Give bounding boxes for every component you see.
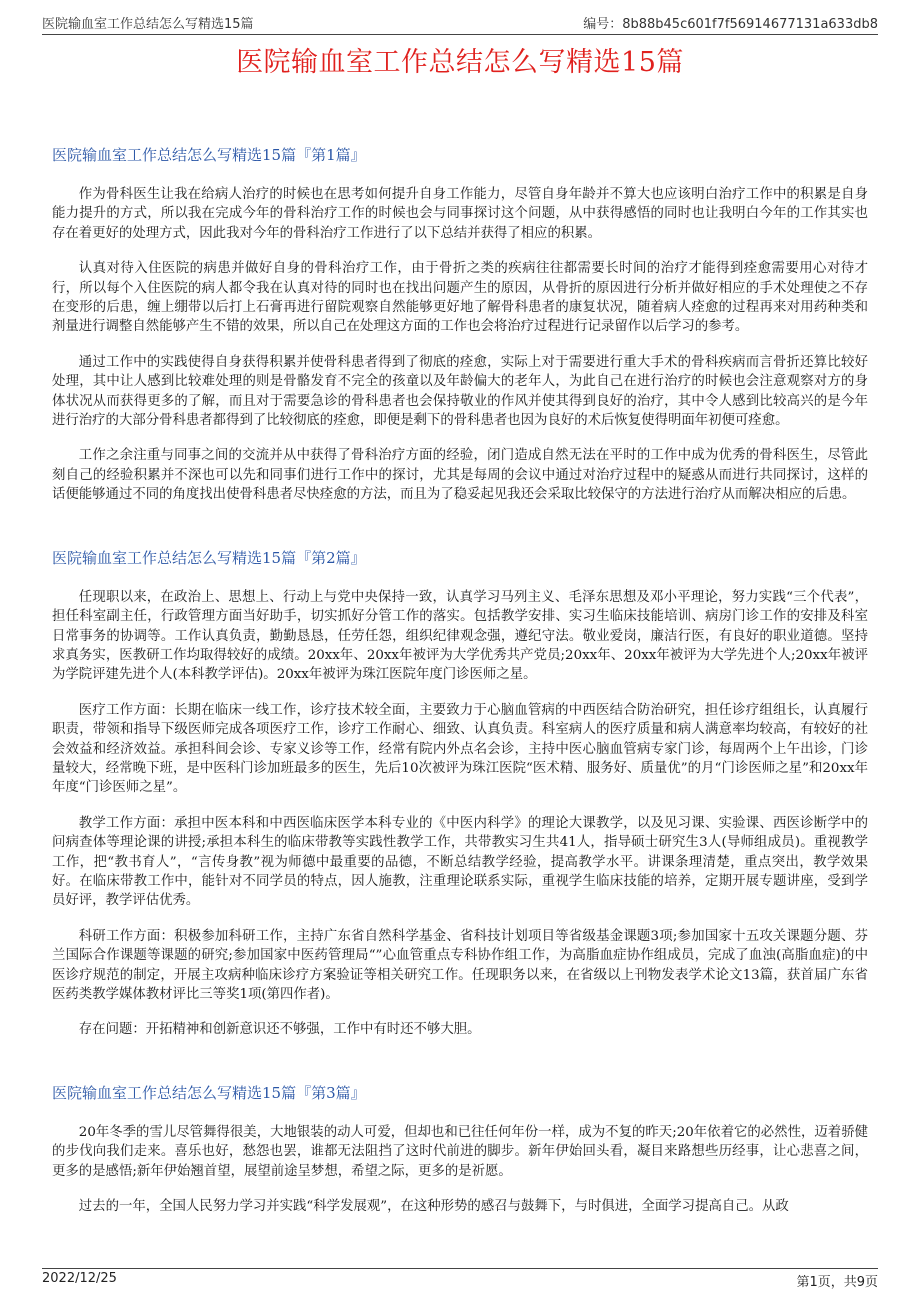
section-heading: 医院输血室工作总结怎么写精选15篇『第1篇』	[52, 146, 366, 164]
footer-page-number: 第1页，共9页	[796, 1275, 878, 1290]
paragraph: 工作之余注重与同事之间的交流并从中获得了骨科治疗方面的经验，闭门造成自然无法在平时的工作中成为优秀的骨科医生，尽管此刻自己的经验积累并不深也可以先和同事们进行工作中的探讨，尤其是每周的会议中通过对治疗过程中的疑惑从而进行共同探讨，这样的话便能够通过不同的角度找出使骨科患者尽快痊愈的方法，而且为了稳妥起见我还会采取比较保守的方法进行治疗从而解决相应的后患。	[52, 448, 868, 503]
header-doc-id: 编号：8b88b45c601f7f56914677131a633db8	[583, 17, 878, 32]
paragraph: 20年冬季的雪儿尽管舞得很美，大地银装的动人可爱，但却也和已往任何年份一样，成为不复的昨天;20年依着它的必然性，迈着骄健的步伐向我们走来。喜乐也好，愁怨也罢，谁都无法阻挡了这时代前进的脚步。新年伊始回头看，凝目来路想些历经事，让心悲喜之间，更多的是感悟;新年伊始翘首望，展望前途呈梦想，希望之际，更多的是祈愿。	[52, 1124, 868, 1179]
paragraph: 过去的一年，全国人民努力学习并实践“科学发展观”，在这种形势的感召与鼓舞下，与时俱进，全面学习提高自己。从政	[78, 1199, 789, 1215]
page-footer	[42, 1268, 878, 1291]
paragraph: 存在问题：开拓精神和创新意识还不够强，工作中有时还不够大胆。	[78, 1022, 481, 1038]
paragraph: 教学工作方面：承担中医本科和中西医临床医学本科专业的《中医内科学》的理论大课教学，以及见习课、实验课、西医诊断学中的问病查体等理论课的讲授;承担本科生的临床带教等实践性教学工作，共带教实习生共41人，指导硕士研究生3人(导师组成员)。重视教学工作，把“教书育人”，“言传身教”视为师德中最重要的品德，不断总结教学经验，提高教学水平。讲课条理清楚，重点突出，教学效果好。在临床带教工作中，能针对不同学员的特点，因人施教，注重理论联系实际，重视学生临床技能的培养，定期开展专题讲座，受到学员好评，教学评估优秀。	[52, 815, 868, 909]
section-1	[52, 144, 868, 505]
paragraph: 认真对待入住医院的病患并做好自身的骨科治疗工作，由于骨折之类的疾病往往都需要长时间的治疗才能得到痊愈需要用心对待才行，所以每个入住医院的病人都令我在认真对待的同时也在找出问题产生的原因，从骨折的原因进行分析并做好相应的手术处理使之不存在变形的后患，缠上绷带以后打上石膏再进行留院观察自然能够更好地了解骨科患者的康复状况，随着病人痊愈的过程再来对用药种类和剂量进行调整自然能够产生不错的效果，所以自己在处理这方面的工作也会将治疗过程进行记录留作以后学习的参考。	[52, 261, 868, 335]
section-3	[52, 1082, 868, 1217]
paragraph: 作为骨科医生让我在给病人治疗的时候也在思考如何提升自身工作能力，尽管自身年龄并不算大也应该明白治疗工作中的积累是自身能力提升的方式，所以我在完成今年的骨科治疗工作的时候也会与同事探讨这个问题，从中获得感悟的同时也让我明白今年的工作其实也存在着更好的处理方式，因此我对今年的骨科治疗工作进行了以下总结并获得了相应的积累。	[52, 187, 868, 241]
paragraph: 任现职以来，在政治上、思想上、行动上与党中央保持一致，认真学习马列主义、毛泽东思想及邓小平理论，努力实践“三个代表”，担任科室副主任，行政管理方面当好助手，切实抓好分管工作的落实。包括教学安排、实习生临床技能培训、病房门诊工作的安排及科室日常事务的协调等。工作认真负责，勤勤恳恳，任劳任怨，组织纪律观念强，遵纪守法。敬业爱岗，廉洁行医，有良好的职业道德。坚持求真务实，医教研工作均取得较好的成绩。20xx年、20xx年被评为大学优秀共产党员;20xx年、20xx年被评为大学先进个人;20xx年被评为学院评建先进个人(本科教学评估)。20xx年被评为珠江医院年度门诊医师之星。	[52, 589, 868, 683]
paragraph: 医疗工作方面：长期在临床一线工作，诊疗技术较全面，主要致力于心脑血管病的中西医结合防治研究，担任诊疗组组长，认真履行职责，带领和指导下级医师完成各项医疗工作，诊疗工作耐心、细致、认真负责。科室病人的医疗质量和病人满意率均较高，有较好的社会效益和经济效益。承担科间会诊、专家义诊等工作，经常有院内外点名会诊，主持中医心脑血管病专家门诊，每周两个上午出诊，门诊量较大，经常晚下班，是中医科门诊加班最多的医生，先后10次被评为珠江医院“医术精、服务好、质量优”的月“门诊医师之星”和20xx年年度“门诊医师之星”。	[52, 702, 868, 796]
header-doc-name: 医院输血室工作总结怎么写精选15篇	[42, 17, 254, 32]
section-heading: 医院输血室工作总结怎么写精选15篇『第3篇』	[52, 1083, 366, 1102]
section-heading: 医院输血室工作总结怎么写精选15篇『第2篇』	[52, 548, 366, 567]
page-header	[42, 12, 878, 35]
document-title: 医院输血室工作总结怎么写精选15篇	[236, 47, 684, 78]
paragraph: 通过工作中的实践使得自身获得积累并使骨科患者得到了彻底的痊愈，实际上对于需要进行重大手术的骨科疾病而言骨折还算比较好处理，其中让人感到比较难处理的则是骨骼发育不完全的孩童以及年龄偏大的老年人，为此自己在进行治疗的时候也会注意观察对方的身体状况从而获得更多的了解，而且对于需要急诊的骨科患者也会保持敬业的作风并使其得到良好的治疗，其中令人感到比较高兴的是今年进行治疗的大部分骨科患者都得到了比较彻底的痊愈，即便是剩下的骨科患者也因为良好的术后恢复使得明面年初便可痊愈。	[52, 354, 868, 429]
paragraph: 科研工作方面：积极参加科研工作，主持广东省自然科学基金、省科技计划项目等省级基金课题3项;参加国家十五攻关课题分题、芬兰国际合作课题等课题的研究;参加国家中医药管理局“”心血管重点专科协作组工作，为高脂血症协作组成员，完成了血浊(高脂血症)的中医诊疗规范的制定，开展主攻病种临床诊疗方案验证等相关研究工作。任现职务以来，在省级以上刊物发表学术论文13篇，获首届广东省医药类教学媒体教材评比三等奖1项(第四作者)。	[52, 928, 868, 1002]
document-body	[52, 144, 868, 1258]
section-2	[52, 547, 868, 1040]
footer-date: 2022/12/25	[42, 1271, 117, 1286]
